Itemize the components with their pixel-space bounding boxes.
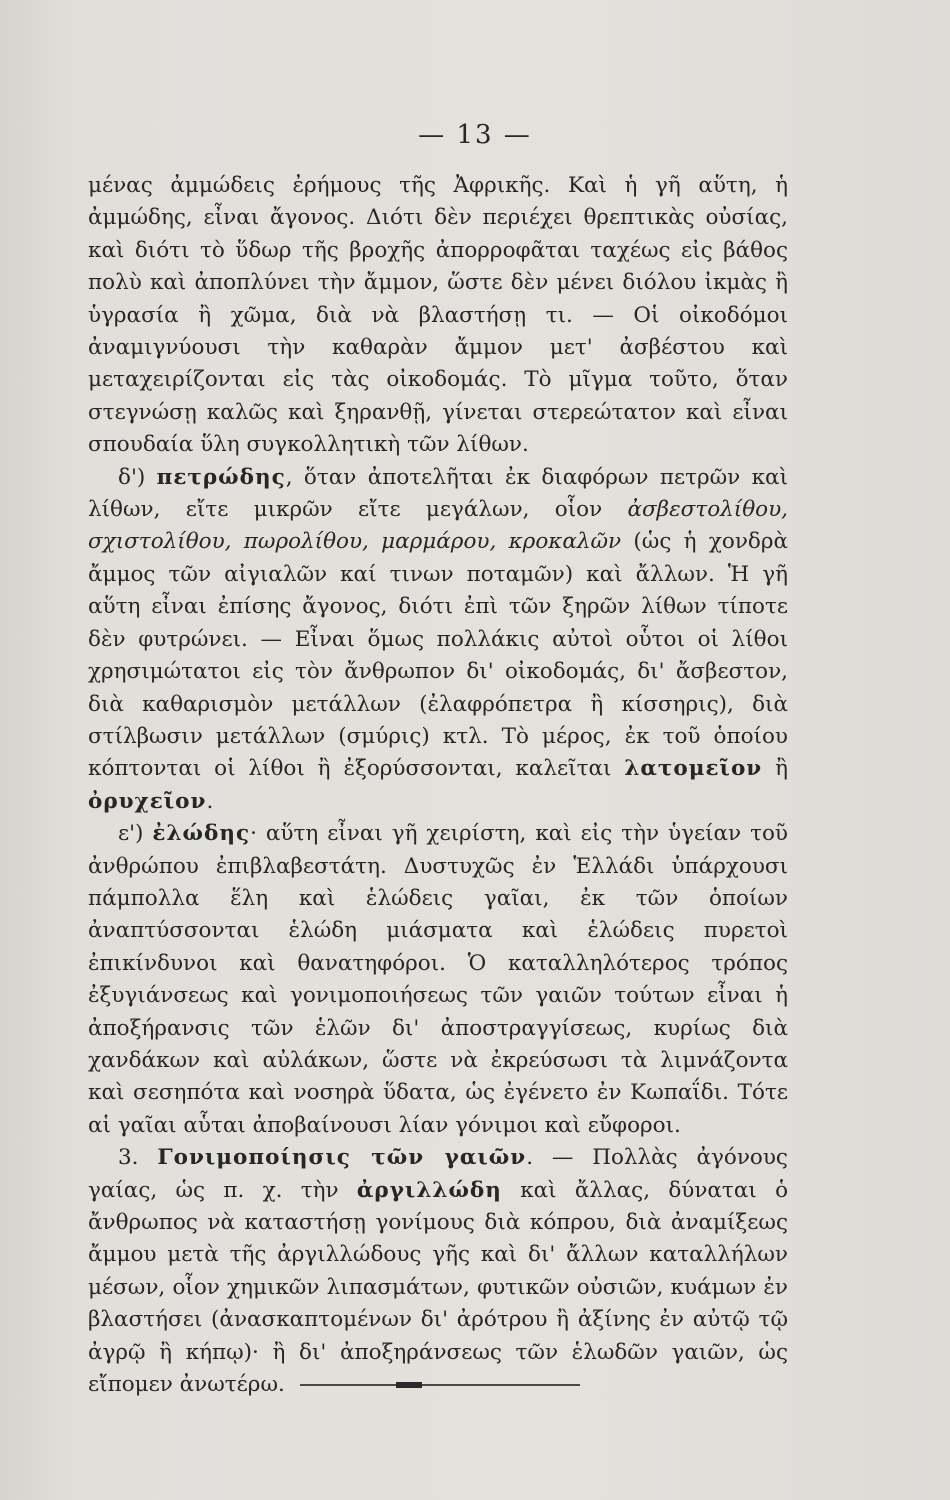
text-run: 3. — [118, 1145, 158, 1171]
bold-term: Γονιμοποίησις τῶν γαιῶν — [157, 1145, 527, 1171]
text-run: καὶ ἄλλας, δύναται ὁ ἄνθρωπος νὰ καταστήσῃ γονίμους διὰ κόπρου, διὰ ἀναμίξεως ἄμμου μετὰ τῆς ἀργιλλώδους γῆς καὶ δι' ἄλλων καταλλήλων μέσων, οἷον χημικῶν λιπασμάτων, φυτικῶν οὐσιῶν, κυάμων ἐν βλαστήσει (ἀνασκαπτομένων δι' ἀρότρου ἢ ἀξίνης ἐν αὐτῷ τῷ ἀγρῷ ἢ κήπῳ)· ἢ δι' ἀποξηράνσεως τῶν ἑλωδῶν γαιῶν, ὡς εἴπομεν ἀνωτέρω. — [88, 1177, 789, 1398]
page-number: — 13 — — [418, 120, 532, 150]
paragraph-sandy-soil — [88, 170, 788, 462]
text-run: , ὅταν ἀποτελῆται ἐκ διαφόρων πετρῶν καὶ λίθων, εἴτε μικρῶν εἴτε μεγάλων, οἷον — [88, 464, 788, 523]
text-run: μένας ἀμμώδεις ἐρήμους τῆς Ἀφρικῆς. Καὶ ἡ γῆ αὕτη, ἡ ἀμμώδης, εἶναι ἄγονος. Διότι δὲν περιέχει θρεπτικὰς οὐσίας, καὶ διότι τὸ ὕδωρ τῆς βροχῆς ἀπορροφᾶται ταχέως εἰς βάθος πολὺ καὶ ἀποπλύνει τὴν ἄμμον, ὥστε δὲν μένει διόλου ἰκμὰς ἢ ὑγρασία ἢ χῶμα, διὰ νὰ βλαστήσῃ τι. — Οἱ οἰκοδόμοι ἀναμιγνύουσι τὴν καθαρὰν ἄμμον μετ' ἀσβέστου καὶ μεταχειρίζονται εἰς τὰς οἰκοδομάς. Τὸ μῖγμα τοῦτο, ὅταν στεγνώσῃ καλῶς καὶ ξηρανθῇ, γίνεται στερεώτατον καὶ εἶναι σπουδαία ὕλη συγκολλητικὴ τῶν λίθων. — [88, 173, 788, 458]
text-run: . — Πολλὰς ἀγόνους γαίας, ὡς π. χ. τὴν — [88, 1145, 788, 1203]
paragraph-soil-fertilization — [88, 1142, 788, 1401]
bold-term: πετρώδης — [156, 464, 286, 490]
italic-term: ἀσβεστολίθου, σχιστολίθου, πωρολίθου, μαρμάρου, κροκαλῶν — [88, 497, 788, 555]
text-run: (ὡς ἡ χονδρὰ ἄμμος τῶν αἰγιαλῶν καί τινων ποταμῶν) καὶ ἄλλων. Ἡ γῆ αὕτη εἶναι ἐπίσης ἄγονος, διότι ἐπὶ τῶν ξηρῶν λίθων τίποτε δὲν φυτρώνει. — Εἶναι ὅμως πολλάκις αὐτοὶ οὗτοι οἱ λίθοι χρησιμώτατοι εἰς τὸν ἄνθρωπον δι' οἰκοδομάς, δι' ἄσβεστον, διὰ καθαρισμὸν μετάλλων (ἐλαφρόπετρα ἢ κίσσηρις), διὰ στίλβωσιν μετάλλων (σμύρις) κτλ. Τὸ μέρος, ἐκ τοῦ ὁποίου κόπτονται οἱ λίθοι ἢ ἐξορύσσονται, καλεῖται — [88, 529, 788, 782]
bold-term: λατομεῖον — [624, 756, 763, 782]
text-run: ε') — [118, 821, 153, 847]
closing-rule-mark — [396, 1382, 422, 1388]
body-text — [88, 170, 788, 1401]
bold-term: ἐλώδης — [152, 821, 251, 847]
closing-rule — [300, 1384, 580, 1386]
paragraph-marshy-soil — [88, 818, 788, 1142]
text-run: ἢ — [762, 756, 788, 782]
bold-term: ἀργιλλώδη — [356, 1177, 502, 1203]
text-run: δ') — [118, 464, 157, 490]
text-run: · αὕτη εἶναι γῆ χειρίστη, καὶ εἰς τὴν ὑγείαν τοῦ ἀνθρώπου ἐπιβλαβεστάτη. Δυστυχῶς ἐν Ἑλλάδι ὑπάρχουσι πάμπολλα ἕλη καὶ ἑλώδεις γαῖαι, ἐκ τῶν ὁποίων ἀναπτύσσονται ἑλώδη μιάσματα καὶ ἑλώδεις πυρετοὶ ἐπικίνδυνοι καὶ θανατηφόροι. Ὁ καταλληλότερος τρόπος ἐξυγιάνσεως καὶ γονιμοποιήσεως τῶν γαιῶν τούτων εἶναι ἡ ἀποξήρανσις τῶν ἑλῶν δι' ἀποστραγγίσεως, κυρίως διὰ χανδάκων καὶ αὐλάκων, ὥστε νὰ ἐκρεύσωσι τὰ λιμνάζοντα καὶ σεσηπότα καὶ νοσηρὰ ὕδατα, ὡς ἐγένετο ἐν Κωπαΐδι. Τότε αἱ γαῖαι αὗται ἀποβαίνουσι λίαν γόνιμοι καὶ εὔφοροι. — [88, 821, 788, 1138]
bold-term: ὀρυχεῖον — [88, 788, 207, 814]
paragraph-rocky-soil — [88, 462, 788, 818]
text-run: . — [206, 788, 214, 814]
